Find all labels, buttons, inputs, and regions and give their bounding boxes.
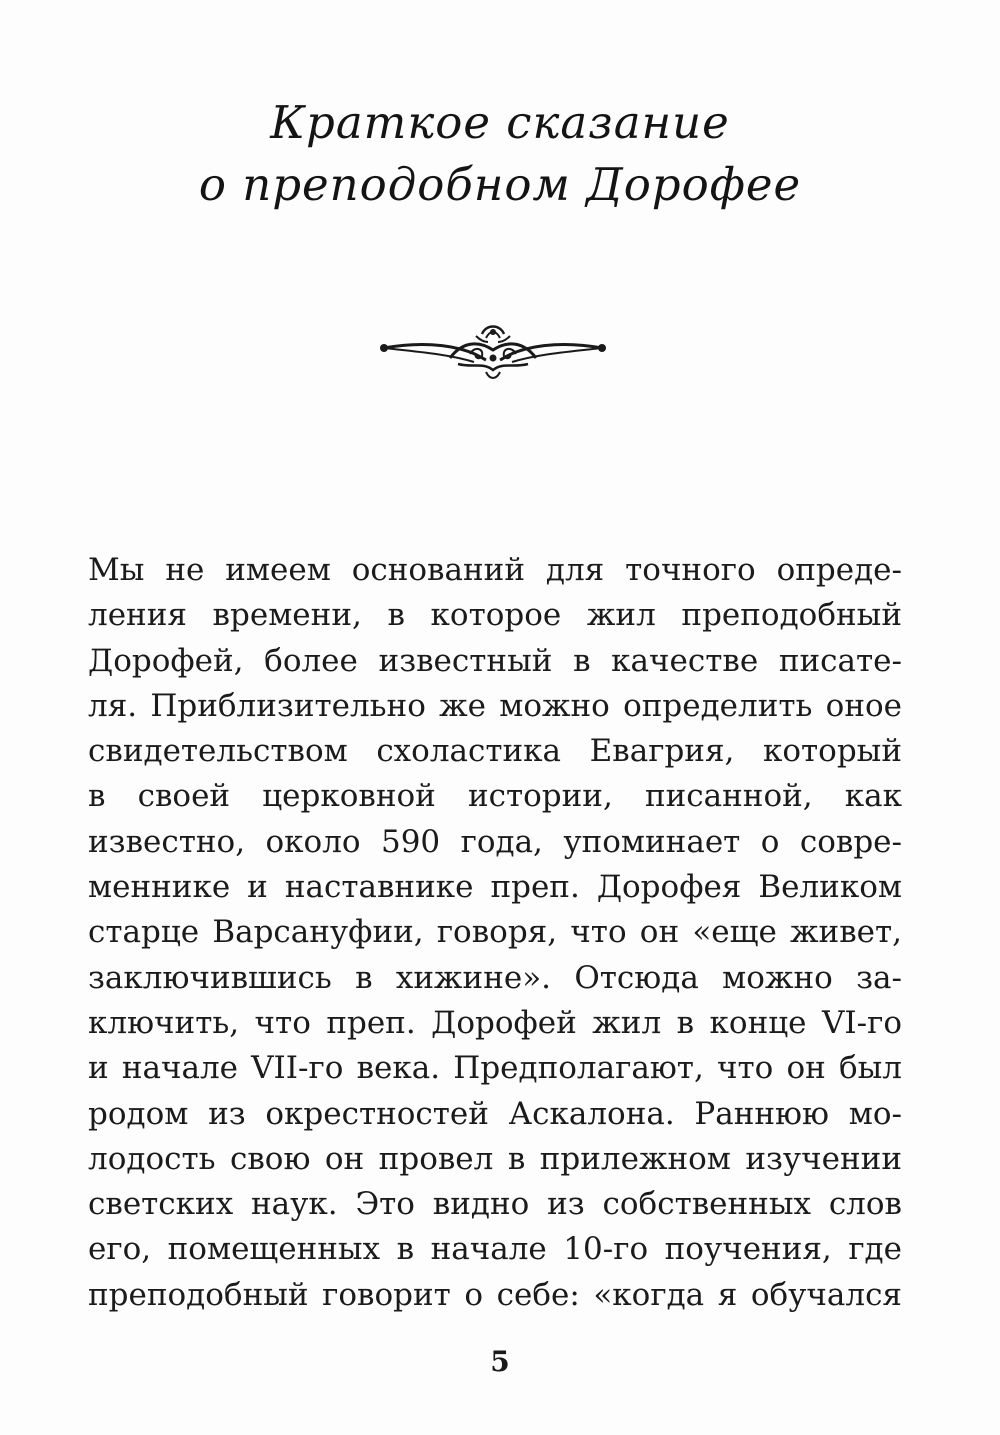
text-line: ключить, что преп. Дорофей жил в конце VI-го xyxy=(88,1004,902,1041)
text-line: ля. Приблизительно же можно определить оное xyxy=(88,687,902,724)
text-line: лодость свою он провел в прилежном изучении xyxy=(88,1140,902,1177)
text-line: меннике и наставнике преп. Дорофея Великом xyxy=(88,869,902,906)
text-line: родом из окрестностей Аскалона. Раннюю мо- xyxy=(88,1095,902,1132)
text-line: в своей церковной истории, писанной, как xyxy=(88,778,902,815)
text-line: преподобный говорит о себе: «когда я обучался xyxy=(88,1276,902,1313)
text-line: светских наук. Это видно из собственных слов xyxy=(88,1186,902,1223)
text-line: старце Варсануфии, говоря, что он «еще живет, xyxy=(88,914,902,951)
body-paragraph xyxy=(88,548,902,1318)
chapter-title-line-2: о преподобном Дорофее xyxy=(198,158,802,211)
text-line: Дорофей, более известный в качестве писате- xyxy=(88,642,902,679)
text-line: известно, около 590 года, упоминает о совре- xyxy=(88,823,902,860)
text-line: заключившись в хижине». Отсюда можно за- xyxy=(88,959,902,996)
text-line: Мы не имеем оснований для точного опреде- xyxy=(88,552,902,588)
text-line: его, помещенных в начале 10-го поучения, где xyxy=(88,1231,902,1268)
decorative-flourish-ornament-icon xyxy=(378,318,608,382)
text-line: ления времени, в которое жил преподобный xyxy=(88,597,902,634)
text-line: и начале VII-го века. Предполагают, что он был xyxy=(88,1050,902,1087)
chapter-title xyxy=(0,92,1000,216)
page-number: 5 xyxy=(490,1345,510,1378)
text-line: свидетельством схоластика Евагрия, который xyxy=(88,733,902,770)
chapter-title-line-1: Краткое сказание xyxy=(270,96,730,149)
